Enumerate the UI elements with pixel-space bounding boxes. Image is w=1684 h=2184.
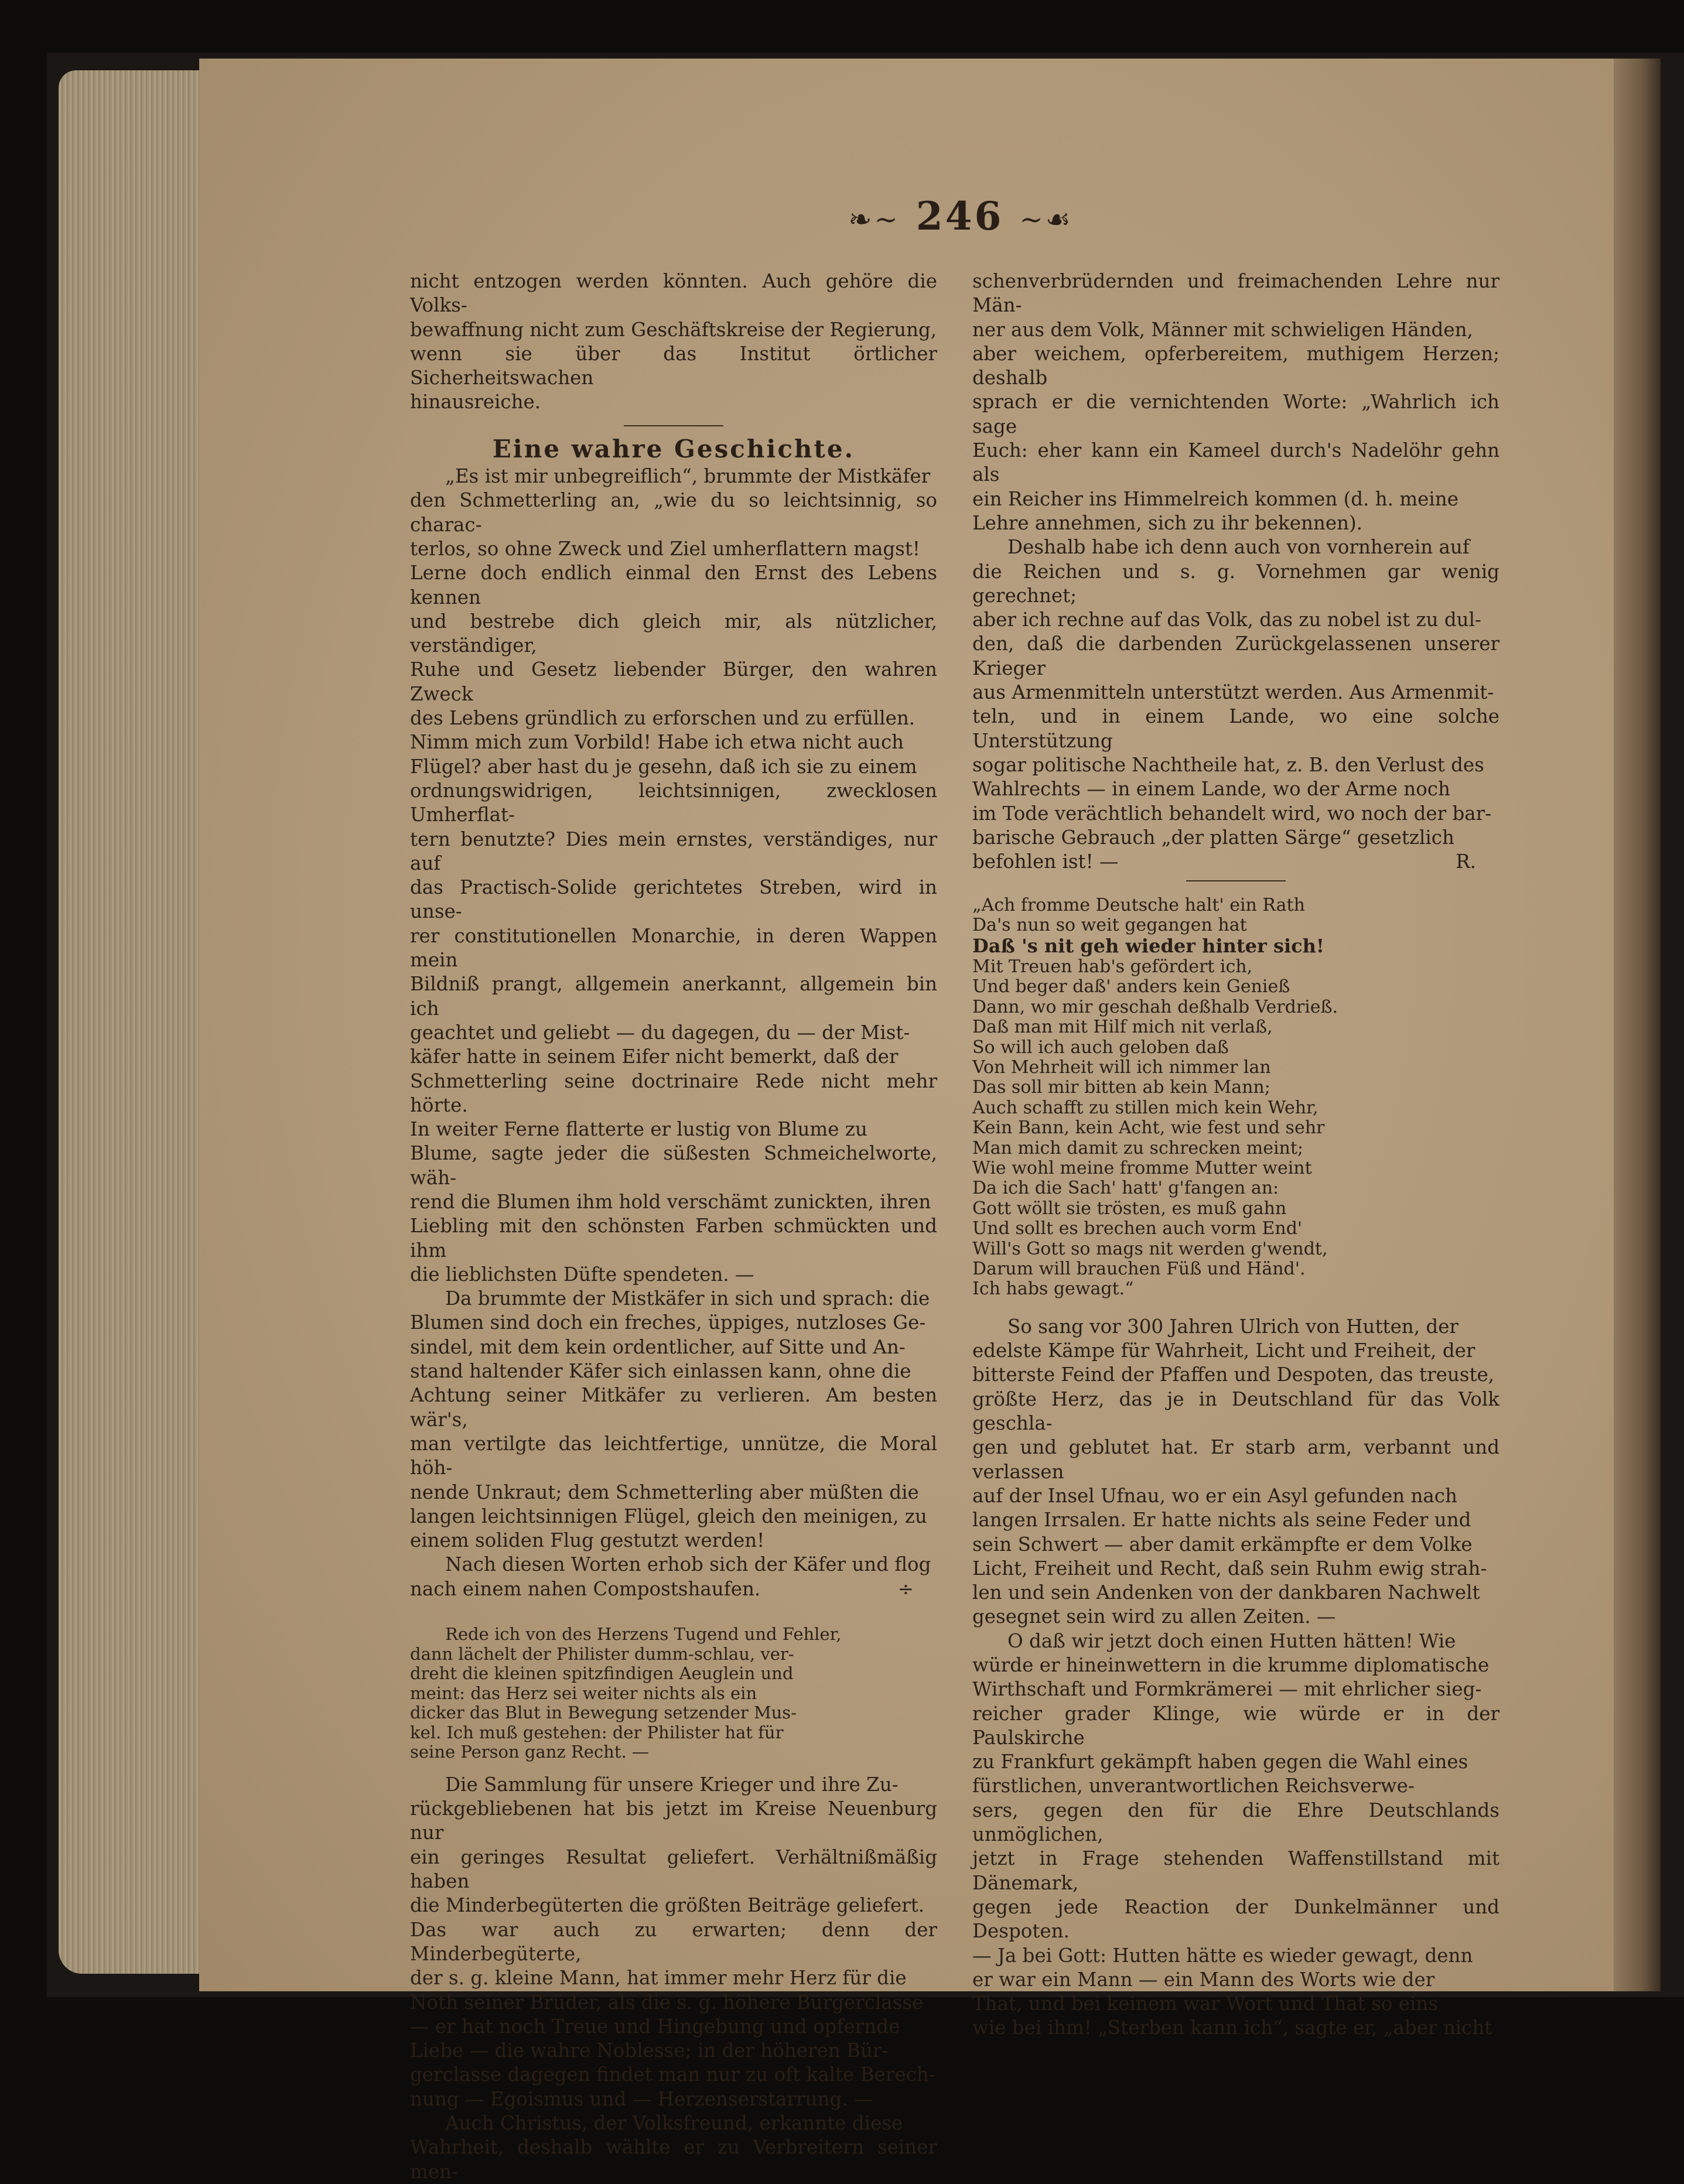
text-line: rückgebliebenen hat bis jetzt im Kreise Neuenburg nur [410,1797,937,1844]
text-line: wenn sie über das Institut örtlicher Sicherheitswachen [410,342,937,389]
text-line: kel. Ich muß gestehen: der Philister hat für [410,1722,784,1742]
text-line: man vertilgte das leichtfertige, unnütze, die Moral höh- [410,1432,937,1479]
text-line: In weiter Ferne flatterte er lustig von Blume zu [410,1118,867,1141]
text-line: sindel, mit dem kein ordentlicher, auf Sitte und An- [410,1335,906,1358]
text-line: „Ach fromme Deutsche halt' ein Rath [972,894,1305,915]
text-line: hinausreiche. [410,391,541,413]
text-line: würde er hineinwettern in die krumme diplomatische [972,1654,1490,1676]
text-line: Mit Treuen hab's gefördert ich, [972,956,1253,977]
text-line: Darum will brauchen Füß und Händ'. [972,1259,1306,1280]
text-line: die Minderbegüterten die größten Beiträge geliefert. [410,1894,925,1917]
text-line: Die Sammlung für unsere Krieger und ihre Zu- [445,1773,899,1796]
text-line: So will ich auch geloben daß [972,1037,1229,1058]
continuation-paragraph [972,269,1499,535]
text-line: Das war auch zu erwarten; denn der Minderbegüterte, [410,1918,937,1965]
text-line: einem soliden Flug gestutzt werden! [410,1529,765,1552]
text-line: Schmetterling seine doctrinaire Rede nicht mehr hörte. [410,1069,937,1116]
text-line: Lerne doch endlich einmal den Ernst des Lebens kennen [410,562,937,609]
text-line: O daß wir jetzt doch einen Hutten hätten! Wie [1007,1629,1456,1652]
page-gutter [1614,59,1661,1991]
text-line: gen und geblutet hat. Er starb arm, verbannt und verlassen [972,1436,1499,1483]
text-line: sein Schwert — aber damit erkämpfte er dem Volke [972,1533,1473,1556]
collection-paragraph [410,1773,937,2111]
text-line: dann lächelt der Philister dumm-schlau, ver- [410,1643,794,1664]
text-line: der s. g. kleine Mann, hat immer mehr Herz für die [410,1967,907,1990]
text-line: zu Frankfurt gekämpft haben gegen die Wahl eines [972,1751,1468,1773]
text-line: Achtung seiner Mitkäfer zu verlieren. Am besten wär's, [410,1384,937,1431]
text-line: Will's Gott so mags nit werden g'wendt, [972,1238,1328,1259]
text-line: den, daß die darbenden Zurückgelassenen unserer Krieger [972,633,1499,679]
text-line: stand haltender Käfer sich einlassen kann, ohne die [410,1360,911,1383]
text-line: rend die Blumen ihm hold verschämt zunickten, ihren [410,1190,931,1213]
text-line: Und sollt es brechen auch vorm End' [972,1218,1303,1239]
text-line: aber weichem, opferbereitem, muthigem Herzen; deshalb [972,342,1499,389]
text-line: Euch: eher kann ein Kameel durch's Nadelöhr gehn als [972,439,1499,486]
text-line: Und beger daß' anders kein Genieß [972,976,1290,997]
text-line: Das soll mir bitten ab kein Mann; [972,1077,1270,1098]
right-ornament: ∼☙ [1019,203,1073,236]
text-line: reicher grader Klinge, wie würde er in der Paulskirche [972,1702,1499,1749]
text-line: dreht die kleinen spitzfindigen Aeuglein und [410,1663,794,1684]
text-line: Man mich damit zu schrecken meint; [972,1137,1304,1158]
text-line: sers, gegen den für die Ehre Deutschlands unmöglichen, [972,1799,1499,1846]
text-line: Licht, Freiheit und Recht, daß sein Ruhm ewig strah- [972,1557,1487,1580]
text-line: jetzt in Frage stehenden Waffenstillstand mit Dänemark, [972,1847,1499,1894]
text-line: käfer hatte in seinem Eifer nicht bemerkt, daß der [410,1045,899,1068]
page-edges [59,70,211,1974]
story-end-mark: ÷ [897,1578,914,1601]
text-line: meint: das Herz sei weiter nichts als ein [410,1683,757,1703]
text-line: Blume, sagte jeder die süßesten Schmeichelworte, wäh- [410,1142,937,1189]
text-line: Auch schafft zu stillen mich kein Wehr, [972,1097,1318,1118]
left-column [410,269,937,2184]
section-divider [1186,880,1286,881]
text-line: sprach er die vernichtenden Worte: „Wahrlich ich sage [972,391,1499,438]
text-line: auf der Insel Ufnau, wo er ein Asyl gefunden nach [972,1484,1457,1507]
text-line: langen Irrsalen. Er hatte nichts als seine Feder und [972,1509,1471,1532]
text-line: Ich habs gewagt.“ [972,1279,1134,1300]
rich-people-paragraph [972,535,1499,874]
hutten-paragraph [972,1315,1499,1629]
text-line: Wahrheit, deshalb wählte er zu Verbreitern seiner men- [410,2136,937,2183]
text-line: geachtet und geliebt — du dagegen, du — der Mist- [410,1021,910,1044]
text-line: des Lebens gründlich zu erforschen und zu erfüllen. [410,707,916,730]
text-line: Lehre annehmen, sich zu ihr bekennen). [972,511,1363,534]
section-divider [624,425,723,426]
text-line: edelste Kämpe für Wahrheit, Licht und Freiheit, der [972,1339,1475,1362]
text-line: Da ich die Sach' hatt' g'fangen an: [972,1178,1279,1199]
text-line: Nach diesen Worten erhob sich der Käfer und flog [445,1553,931,1576]
text-line: größte Herz, das je in Deutschland für das Volk geschla- [972,1387,1499,1435]
text-line: Daß 's nit geh wieder hinter sich! [972,934,1324,957]
text-line: sogar politische Nachtheile hat, z. B. den Verlust des [972,753,1484,776]
text-line: gegen jede Reaction der Dunkelmänner und Despoten. [972,1895,1499,1943]
text-line: und bestrebe dich gleich mir, als nützlicher, verständiger, [410,610,937,657]
text-line: Deshalb habe ich denn auch von vornherein auf [1007,536,1470,559]
text-line: Liebling mit den schönsten Farben schmückten und ihm [410,1215,937,1262]
text-line: langen leichtsinnigen Flügel, gleich den meinigen, zu [410,1505,927,1527]
text-line: Blumen sind doch ein freches, üppiges, nutzloses Ge- [410,1311,926,1334]
text-line: Dann, wo mir geschah deßhalb Verdrieß. [972,996,1338,1017]
text-line: Nimm mich zum Vorbild! Habe ich etwa nicht auch [410,731,904,754]
text-line: Bildniß prangt, allgemein anerkannt, allgemein bin ich [410,973,937,1020]
text-line: Flügel? aber hast du je gesehn, daß ich sie zu einem [410,755,917,778]
text-line: gerclasse dagegen findet man nur zu oft kalte Berech- [410,2063,935,2086]
text-line: nicht entzogen werden könnten. Auch gehöre die Volks- [410,270,937,317]
text-line: das Practisch-Solide gerichtetes Streben, wird in unse- [410,876,937,923]
text-line: ein geringes Resultat geliefert. Verhältnißmäßig haben [410,1845,937,1893]
text-line: terlos, so ohne Zweck und Ziel umherflattern magst! [410,537,920,560]
text-line: Von Mehrheit will ich nimmer lan [972,1057,1271,1078]
text-line: — er hat noch Treue und Hingebung und opfernde [410,2015,900,2038]
text-line: That, und bei keinem war Wort und That so eins [972,1992,1439,2015]
story-paragraph-1 [410,464,937,1287]
text-line: rer constitutionellen Monarchie, in deren Wappen mein [410,924,937,972]
text-line: — Ja bei Gott: Hutten hätte es wieder gewagt, denn [972,1944,1473,1967]
text-line: ner aus dem Volk, Männer mit schwieligen Händen, [972,318,1473,341]
text-line: nach einem nahen Compostshaufen. [410,1577,761,1600]
text-line: nende Unkraut; dem Schmetterling aber müßten die [410,1481,919,1503]
text-line: Kein Bann, kein Acht, wie fest und sehr [972,1117,1325,1139]
text-line: befohlen ist! — [972,850,1119,873]
text-line: aus Armenmitteln unterstützt werden. Aus Armenmit- [972,681,1494,704]
final-paragraph [972,1629,1499,2041]
text-line: Ruhe und Gesetz liebender Bürger, den wahren Zweck [410,658,937,705]
text-line: Da's nun so weit gegangen hat [972,915,1247,936]
text-line: den Schmetterling an, „wie du so leichtsinnig, so charac- [410,489,937,536]
text-line: Gott wöllt sie trösten, es muß gahn [972,1198,1287,1219]
text-line: Auch Christus, der Volksfreund, erkannte diese [445,2111,903,2134]
page-number: 246 [916,193,1004,239]
story-title: Eine wahre Geschichte. [492,434,855,463]
text-line: Da brummte der Mistkäfer in sich und sprach: die [445,1287,930,1310]
christ-paragraph [410,2111,937,2184]
text-line: Wirthschaft und Formkrämerei — mit ehrlicher sieg- [972,1678,1482,1701]
text-line: Wahlrechts — in einem Lande, wo der Arme noch [972,778,1450,801]
text-line: barische Gebrauch „der platten Särge“ gesetzlich [972,826,1454,849]
text-line: die lieblichsten Düfte spendeten. — [410,1263,754,1286]
text-line: Liebe — die wahre Noblesse; in der höheren Bür- [410,2039,889,2062]
text-line: Daß man mit Hilf mich nit verlaß, [972,1017,1273,1038]
text-line: ordnungswidrigen, leichtsinnigen, zwecklosen Umherflat- [410,779,937,826]
text-line: tern benutzte? Dies mein ernstes, verständiges, nur auf [410,828,937,874]
text-line: Wie wohl meine fromme Mutter weint [972,1158,1312,1178]
hutten-poem [972,896,1499,1300]
text-line: fürstlichen, unverantwortlichen Reichsverwe- [972,1775,1415,1797]
right-column [972,269,1499,2041]
text-line: schenverbrüdernden und freimachenden Lehre nur Män- [972,270,1499,317]
text-line: Noth seiner Brüder, als die s. g. höhere Bürgerclasse [410,1991,924,2014]
text-line: teln, und in einem Lande, wo eine solche Unterstützung [972,705,1499,752]
text-line: wie bei ihm! „Sterben kann ich“, sagte er, „aber nicht [972,2016,1492,2039]
text-line: im Tode verächtlich behandelt wird, wo noch der bar- [972,802,1492,825]
text-line: die Reichen und s. g. Vornehmen gar wenig gerechnet; [972,560,1499,607]
text-line: aber ich rechne auf das Volk, das zu nobel ist zu dul- [972,609,1481,631]
intro-paragraph [410,269,937,415]
text-line: nung — Egoismus und — Herzenserstarrung. — [410,2087,873,2110]
text-line: gesegnet sein wird zu allen Zeiten. — [972,1605,1336,1628]
text-line: ein Reicher ins Himmelreich kommen (d. h. meine [972,487,1458,510]
story-paragraph-2 [410,1287,937,1553]
author-signature: R. [1456,850,1476,873]
philister-quote [410,1625,937,1762]
text-line: seine Person ganz Recht. — [410,1742,649,1762]
text-line: dicker das Blut in Bewegung setzender Mus- [410,1703,797,1723]
text-line: bitterste Feind der Pfaffen und Despoten, das treuste, [972,1363,1495,1386]
text-line: er war ein Mann — ein Mann des Worts wie der [972,1968,1435,1991]
text-line: len und sein Andenken von der dankbaren Nachwelt [972,1581,1480,1604]
left-ornament: ❧∼ [848,203,900,236]
text-line: So sang vor 300 Jahren Ulrich von Hutten, der [1007,1315,1458,1338]
text-line: bewaffnung nicht zum Geschäftskreise der Regierung, [410,318,937,341]
text-line: Rede ich von des Herzens Tugend und Fehler, [445,1624,842,1645]
text-line: „Es ist mir unbegreiflich“, brummte der Mistkäfer [445,465,931,488]
page-number-header [820,193,1101,246]
